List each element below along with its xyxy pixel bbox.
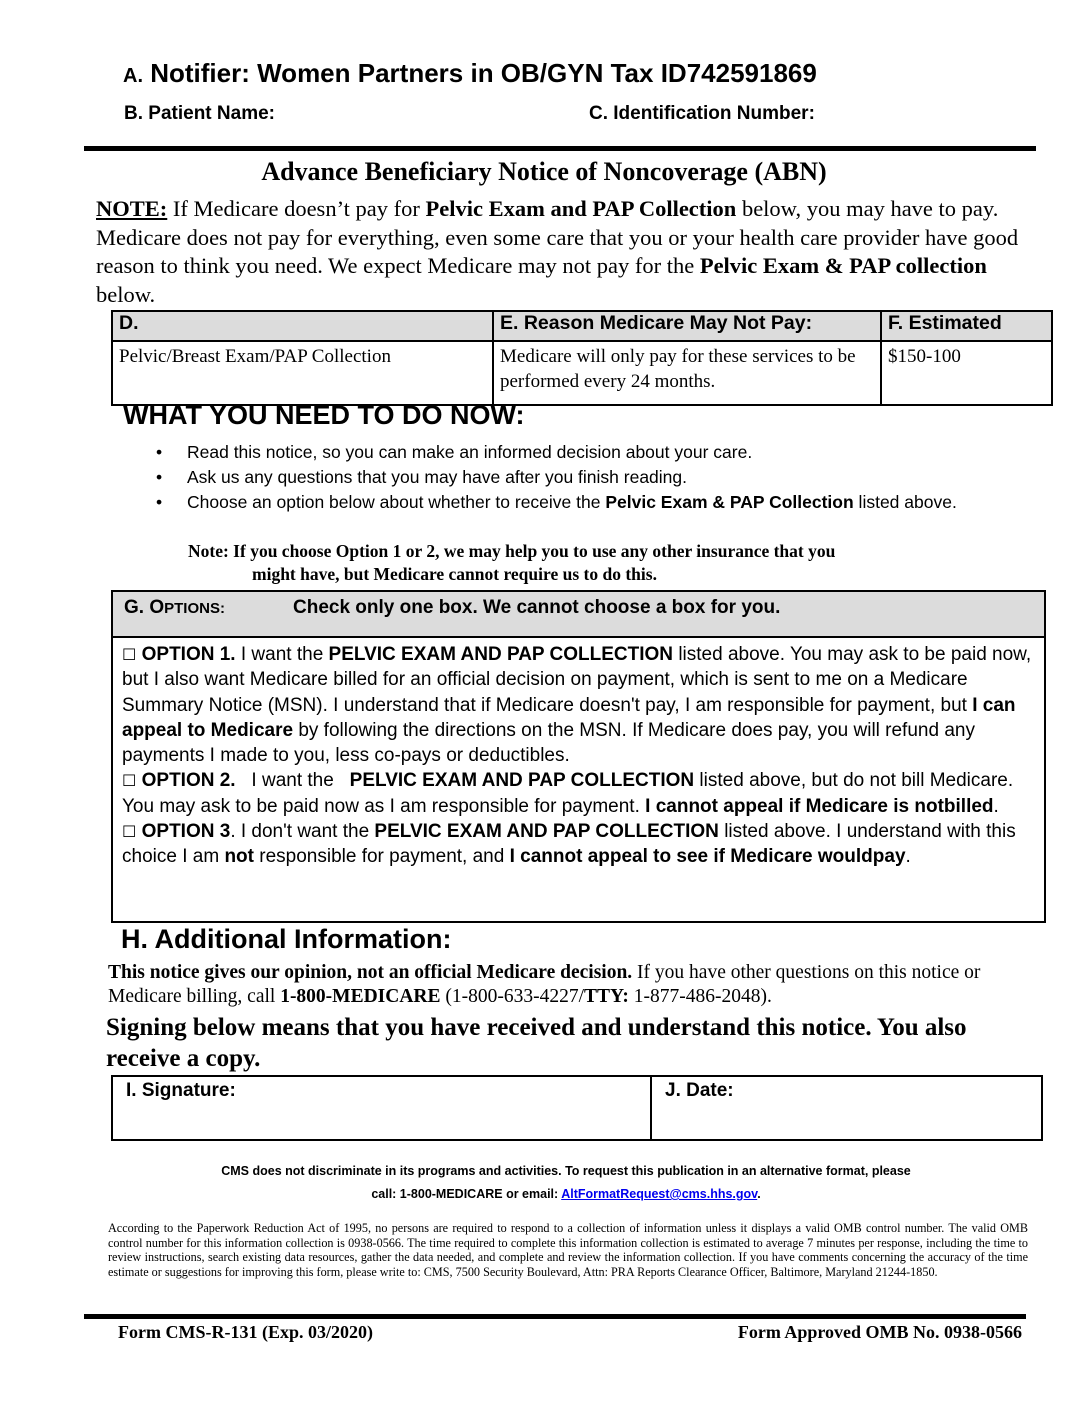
form-number: Form CMS-R-131 (Exp. 03/2020): [118, 1322, 373, 1342]
option-1-label: OPTION 1.: [141, 644, 236, 665]
additional-text-2: (1-800-633-4227/: [440, 986, 585, 1007]
page-title: Advance Beneficiary Notice of Noncoverage (ABN): [261, 157, 827, 186]
option-3-label: OPTION 3: [141, 821, 231, 843]
notifier-prefix: A.: [123, 65, 143, 87]
option-1-service: PELVIC EXAM AND PAP COLLECTION: [328, 644, 674, 665]
list-item: [156, 440, 1006, 465]
option-2-service: PELVIC EXAM AND PAP COLLECTION: [349, 770, 695, 792]
option-3-text-4: .: [905, 846, 911, 868]
service-table-header-row: [112, 311, 1052, 341]
bullet-text-2: Ask us any questions that you may have after you finish reading.: [187, 467, 688, 487]
option-2-text-2: listed above, but do not bill Medicare. You may ask to be paid now as I am responsible for payment.: [122, 770, 1014, 817]
option-1-checkbox[interactable]: ☐: [122, 645, 137, 664]
insurance-note: [188, 540, 835, 586]
note-text-3: below.: [96, 281, 156, 307]
options-label: [124, 597, 225, 619]
additional-text-1: If you have other questions on this notice or Medicare billing, call: [108, 962, 981, 1007]
option-3-text-1: . I don't want the: [230, 821, 375, 843]
cms-line-1: CMS does not discriminate in its programs and activities. To request this publication in an alternative format, please: [221, 1164, 911, 1178]
option-3: [122, 819, 1038, 870]
options-label-g: G. O: [124, 597, 165, 618]
notifier-text: Notifier: Women Partners in OB/GYN Tax ID742591869: [150, 58, 817, 88]
cell-estimated-cost: $150-100: [881, 341, 1052, 405]
additional-info-text: [108, 961, 1038, 1009]
column-header-e-reason: E. Reason Medicare May Not Pay:: [493, 311, 881, 341]
insurance-note-line-1: Note: If you choose Option 1 or 2, we may help you to use any other insurance that you: [188, 541, 836, 561]
additional-phone: 1-800-MEDICARE: [280, 986, 441, 1007]
cms-line-2-end: .: [757, 1187, 761, 1201]
what-to-do-list: [156, 440, 1006, 515]
column-header-f-estimated: F. Estimated: [881, 311, 1052, 341]
option-3-bold-3: I cannot appeal to see if Medicare wouldpay: [509, 846, 906, 868]
option-2-text-1: I want the: [235, 770, 350, 792]
option-2-bold-2: I cannot appeal if Medicare is notbilled: [645, 795, 994, 817]
bullet-text-3b: Pelvic Exam & PAP Collection: [605, 492, 854, 512]
cms-nondiscrimination-notice: [96, 1160, 1036, 1206]
option-1-text-2: listed above. You may ask to be paid now, but I also want Medicare billed for an official decision on payment, which is sent to me on a Medicare Summary Notice (MSN). I understand that if Medicare doesn't pay, I am responsible for payment, but: [122, 644, 1032, 716]
table-row: [112, 341, 1052, 405]
bullet-text-3c: listed above.: [853, 492, 957, 512]
signature-field[interactable]: I. Signature:: [112, 1076, 651, 1140]
date-field[interactable]: J. Date:: [651, 1076, 1042, 1140]
options-body: [122, 642, 1038, 870]
option-3-service: PELVIC EXAM AND PAP COLLECTION: [374, 821, 719, 843]
what-to-do-heading: WHAT YOU NEED TO DO NOW:: [123, 400, 525, 430]
option-3-bold-2: not: [224, 846, 254, 868]
additional-bold-1: This notice gives our opinion, not an official Medicare decision.: [108, 962, 633, 983]
list-item: [156, 465, 1006, 490]
notifier-line: [123, 58, 817, 89]
option-2-text-3: .: [993, 795, 999, 817]
signature-table: [111, 1075, 1043, 1141]
options-instruction: Check only one box. We cannot choose a box for you.: [293, 597, 781, 618]
option-2-label: OPTION 2.: [141, 770, 236, 792]
alt-format-email-link[interactable]: AltFormatRequest@cms.hhs.gov: [561, 1187, 758, 1201]
option-3-checkbox[interactable]: ☐: [122, 822, 137, 842]
note-service-1: Pelvic Exam and PAP Collection: [425, 196, 737, 221]
signing-statement: Signing below means that you have received and understand this notice. You also receive a copy.: [106, 1014, 967, 1072]
identification-number-label: C. Identification Number:: [589, 103, 815, 124]
cell-service: Pelvic/Breast Exam/PAP Collection: [112, 341, 493, 405]
service-table: [111, 310, 1053, 406]
top-divider: [84, 146, 1036, 151]
list-item: [156, 490, 1006, 515]
additional-text-3: 1-877-486-2048).: [628, 986, 772, 1007]
note-text-2: below, you may have to pay. Medicare does not pay for everything, even some care that you or your health care provider have good reason to think you need. We expect Medicare may not pay for the: [96, 196, 1019, 278]
option-1-text-3: by following the directions on the MSN. If Medicare does pay, you will refund any payments I made to you, less co-pays or deductibles.: [122, 719, 975, 767]
options-header: [113, 592, 1044, 638]
note-service-2: Pelvic Exam & PAP collection: [699, 253, 987, 278]
table-row: [112, 1076, 1042, 1140]
bullet-text-3a: Choose an option below about whether to receive the: [187, 492, 606, 512]
option-3-text-2: listed above. I understand with this choice I am: [122, 821, 1016, 868]
additional-tty-label: TTY:: [584, 986, 629, 1007]
paperwork-reduction-act-text: According to the Paperwork Reduction Act of 1995, no persons are required to respond to a collection of information unless it displays a valid OMB control number. The valid OMB control number for this information collection is 0938-0566. The time required to complete this information collection is estimated to average 7 minutes per response, including the time to review instructions, search existing data resources, gather the data needed, and complete and review the information collection. If you have comments concerning the accuracy of the time estimate or suggestions for improving this form, please write to: CMS, 7500 Security Boulevard, Attn: PRA Reports Clearance Officer, Baltimore, Maryland 21244-1850.: [108, 1221, 1028, 1279]
options-box: [111, 590, 1046, 923]
patient-name-label: B. Patient Name:: [124, 103, 275, 124]
option-2: [122, 768, 1038, 819]
bullet-text-1: Read this notice, so you can make an informed decision about your care.: [187, 442, 753, 462]
option-3-text-3: responsible for payment, and: [253, 846, 510, 868]
insurance-note-line-2: might have, but Medicare cannot require us to do this.: [252, 564, 657, 584]
option-1: [122, 642, 1038, 768]
omb-number: Form Approved OMB No. 0938-0566: [737, 1322, 1022, 1342]
cms-line-2: call: 1-800-MEDICARE or email:: [371, 1187, 562, 1201]
cell-reason: Medicare will only pay for these services to be performed every 24 months.: [493, 341, 881, 405]
bottom-divider: [84, 1314, 1026, 1319]
note-label: NOTE:: [96, 196, 168, 221]
column-header-d: D.: [112, 311, 493, 341]
option-1-bold-2: I can appeal to Medicare: [122, 694, 1016, 741]
additional-info-heading: H. Additional Information:: [121, 924, 452, 954]
option-2-checkbox[interactable]: ☐: [122, 771, 137, 791]
note-paragraph: [96, 195, 1031, 309]
options-label-rest: PTIONS:: [164, 600, 225, 617]
option-1-text-1: I want the: [235, 644, 329, 665]
note-text-1: If Medicare doesn’t pay for: [167, 196, 426, 221]
